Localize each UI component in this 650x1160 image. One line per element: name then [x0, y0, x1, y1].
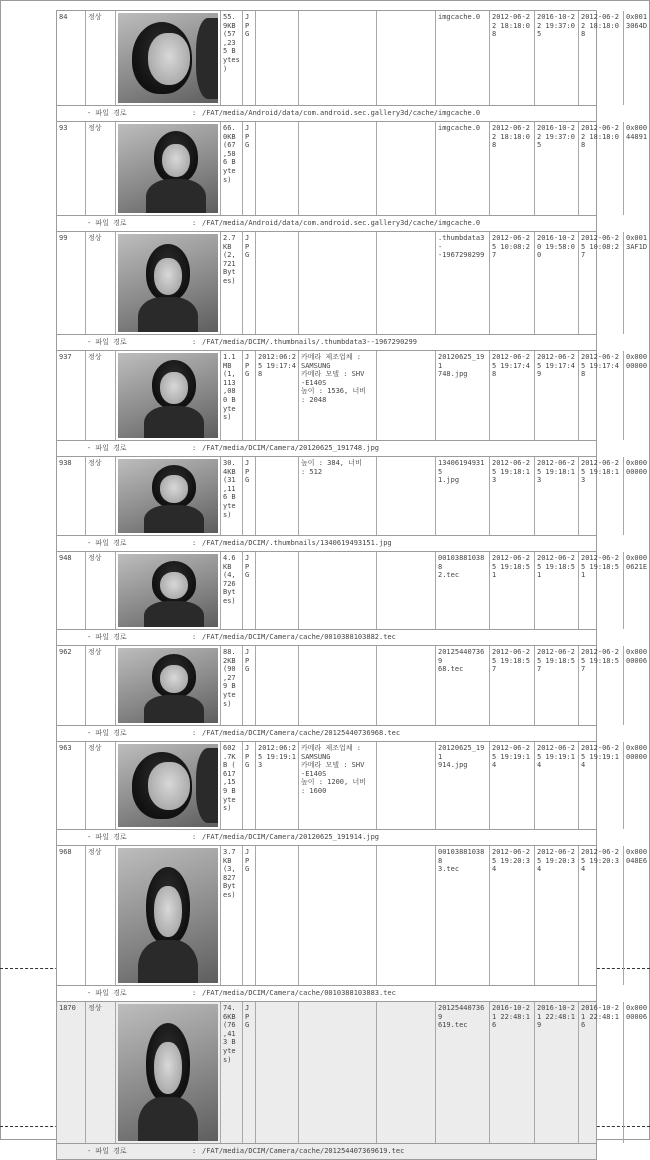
record-list [56, 10, 648, 1159]
date-accessed: 2012-06-2 5 19:19:1 4 [535, 742, 579, 829]
file-path-label: - 파일 경로 [87, 633, 127, 641]
record-cells [57, 457, 648, 535]
date-modified: 2012-06-2 5 19:17:4 8 [579, 351, 624, 440]
date-created: 2012-06-2 5 19:18:5 1 [490, 552, 535, 629]
file-path-row [57, 535, 596, 551]
file-path-row [57, 1143, 596, 1159]
file-size: 3.7 KB (3, 827 Byt es) [221, 846, 243, 985]
file-size: 602 .7K B ( 617 ,15 9 B yte s) [221, 742, 243, 829]
empty-cell [377, 846, 436, 985]
date-created: 2012-06-2 5 10:08:2 7 [490, 232, 535, 334]
record-cells [57, 122, 648, 215]
file-type: JP G [243, 1002, 256, 1143]
record-row [56, 121, 648, 232]
record-number: 99 [57, 232, 86, 334]
thumbnail-photo[interactable] [118, 459, 218, 533]
record-number: 1870 [57, 1002, 86, 1143]
date-created: 2012-06-2 5 19:18:5 7 [490, 646, 535, 725]
thumbnail-cell [116, 846, 221, 985]
file-path-colon: : [192, 444, 197, 452]
file-path-value: /FAT/media/DCIM/.thumbnails/.thumbdata3--1967290299 [202, 338, 417, 346]
record-status: 정상 [86, 742, 116, 829]
thumbnail-photo[interactable] [118, 124, 218, 213]
file-path-colon: : [192, 109, 197, 117]
record-row [56, 645, 648, 742]
date-modified: 2012-06-2 2 18:18:0 8 [579, 122, 624, 215]
record-status: 정상 [86, 122, 116, 215]
thumbnail-photo[interactable] [118, 353, 218, 438]
thumbnail-photo[interactable] [118, 554, 218, 627]
file-offset: 0x000 00000 [624, 742, 650, 829]
file-type: JP G [243, 11, 256, 105]
file-path-value: /FAT/media/Android/data/com.android.sec.gallery3d/cache/imgcache.0 [202, 109, 481, 117]
file-path-colon: : [192, 729, 197, 737]
file-offset: 0x000 00006 [624, 646, 650, 725]
record-cells [57, 11, 648, 105]
empty-cell [377, 457, 436, 535]
exif-metadata: 높이 : 384, 너비 : 512 [299, 457, 377, 535]
exif-created [256, 1002, 299, 1143]
file-name: imgcache.0 [436, 11, 490, 105]
file-path-row [57, 334, 596, 350]
file-name: 001038810388 2.tec [436, 552, 490, 629]
date-modified: 2012-06-2 5 19:18:5 7 [579, 646, 624, 725]
date-modified: 2016-10-2 1 22:48:1 6 [579, 1002, 624, 1143]
file-offset: 0x001 3AF1D [624, 232, 650, 334]
file-type: JP G [243, 351, 256, 440]
record-cells [57, 232, 648, 334]
date-created: 2012-06-2 5 19:18:1 3 [490, 457, 535, 535]
file-size: 1.1 MB (1, 113 ,08 0 B yte s) [221, 351, 243, 440]
thumbnail-cell [116, 11, 221, 105]
file-path-label: - 파일 경로 [87, 539, 127, 547]
exif-metadata: 카메라 제조업체 : SAMSUNG 카메라 모델 : SHV -E140S 높이 : 1536, 너비 : 2048 [299, 351, 377, 440]
record-number: 948 [57, 552, 86, 629]
file-path-row [57, 629, 596, 645]
file-offset: 0x000 00006 [624, 1002, 650, 1143]
file-path-label: - 파일 경로 [87, 109, 127, 117]
exif-metadata [299, 11, 377, 105]
date-accessed: 2012-06-2 5 19:18:5 7 [535, 646, 579, 725]
record-number: 968 [57, 846, 86, 985]
empty-cell [377, 232, 436, 334]
file-path-label: - 파일 경로 [87, 729, 127, 737]
file-path-row [57, 829, 596, 845]
file-size: 4.6 KB (4, 726 Byt es) [221, 552, 243, 629]
file-path-label: - 파일 경로 [87, 219, 127, 227]
file-size: 2.7 KB (2, 721 Byt es) [221, 232, 243, 334]
empty-cell [377, 646, 436, 725]
record-number: 84 [57, 11, 86, 105]
record-row [56, 231, 648, 351]
file-size: 66. 0KB (67 ,58 6 B yte s) [221, 122, 243, 215]
thumbnail-photo[interactable] [118, 1004, 218, 1141]
date-modified: 2012-06-2 2 18:18:0 8 [579, 11, 624, 105]
file-path-colon: : [192, 338, 197, 346]
record-status: 정상 [86, 351, 116, 440]
file-path-colon: : [192, 833, 197, 841]
file-offset: 0x000 0621E [624, 552, 650, 629]
file-offset: 0x001 3064D [624, 11, 650, 105]
file-name: .thumbdata3- -1967290299 [436, 232, 490, 334]
file-name: 001038810388 3.tec [436, 846, 490, 985]
record-status: 정상 [86, 646, 116, 725]
empty-cell [377, 11, 436, 105]
thumbnail-photo[interactable] [118, 234, 218, 332]
file-path-colon: : [192, 989, 197, 997]
file-name: 20120625_191 914.jpg [436, 742, 490, 829]
exif-metadata: 카메라 제조업체 : SAMSUNG 카메라 모델 : SHV -E140S 높이 : 1200, 너비 : 1600 [299, 742, 377, 829]
date-accessed: 2012-06-2 5 19:20:3 4 [535, 846, 579, 985]
file-name: imgcache.0 [436, 122, 490, 215]
date-accessed: 2012-06-2 5 19:18:5 1 [535, 552, 579, 629]
file-type: JP G [243, 552, 256, 629]
file-path-value: /FAT/media/DCIM/Camera/cache/0010388103882.tec [202, 633, 396, 641]
record-cells [57, 646, 648, 725]
record-row [56, 1001, 648, 1160]
date-created: 2012-06-2 2 18:18:0 8 [490, 122, 535, 215]
thumbnail-photo[interactable] [118, 744, 218, 827]
file-name: 201254407369 68.tec [436, 646, 490, 725]
file-size: 74. 6KB (76 ,41 3 B yte s) [221, 1002, 243, 1143]
file-path-colon: : [192, 539, 197, 547]
record-row [56, 350, 648, 457]
file-path-label: - 파일 경로 [87, 989, 127, 997]
record-cells [57, 846, 648, 985]
date-created: 2012-06-2 5 19:20:3 4 [490, 846, 535, 985]
file-path-label: - 파일 경로 [87, 444, 127, 452]
date-accessed: 2016-10-2 0 19:58:0 0 [535, 232, 579, 334]
empty-cell [377, 552, 436, 629]
record-cells [57, 351, 648, 440]
record-number: 938 [57, 457, 86, 535]
file-path-value: /FAT/media/DCIM/Camera/cache/201254407369619.tec [202, 1147, 405, 1155]
thumbnail-cell [116, 122, 221, 215]
empty-cell [377, 122, 436, 215]
file-path-colon: : [192, 1147, 197, 1155]
record-cells [57, 552, 648, 629]
record-status: 정상 [86, 552, 116, 629]
thumbnail-cell [116, 742, 221, 829]
exif-created [256, 232, 299, 334]
file-path-value: /FAT/media/Android/data/com.android.sec.gallery3d/cache/imgcache.0 [202, 219, 481, 227]
date-accessed: 2012-06-2 5 19:17:4 9 [535, 351, 579, 440]
thumbnail-photo[interactable] [118, 848, 218, 983]
exif-created: 2012:06:2 5 19:17:4 8 [256, 351, 299, 440]
record-row [56, 551, 648, 646]
thumbnail-cell [116, 351, 221, 440]
exif-created [256, 122, 299, 215]
record-row [56, 845, 648, 1002]
file-path-label: - 파일 경로 [87, 1147, 127, 1155]
thumbnail-photo[interactable] [118, 648, 218, 723]
exif-created [256, 552, 299, 629]
file-offset: 0x000 44891 [624, 122, 650, 215]
record-cells [57, 742, 648, 829]
record-row [56, 456, 648, 552]
exif-created [256, 11, 299, 105]
empty-cell [377, 742, 436, 829]
file-path-row [57, 725, 596, 741]
date-accessed: 2012-06-2 5 19:18:1 3 [535, 457, 579, 535]
file-offset: 0x000 00000 [624, 351, 650, 440]
record-number: 963 [57, 742, 86, 829]
record-status: 정상 [86, 232, 116, 334]
record-number: 962 [57, 646, 86, 725]
record-status: 정상 [86, 11, 116, 105]
file-path-value: /FAT/media/DCIM/Camera/cache/20125440736968.tec [202, 729, 401, 737]
record-status: 정상 [86, 846, 116, 985]
record-row [56, 10, 648, 122]
file-name: 134061949315 1.jpg [436, 457, 490, 535]
file-offset: 0x000 00000 [624, 457, 650, 535]
date-modified: 2012-06-2 5 19:18:1 3 [579, 457, 624, 535]
date-accessed: 2016-10-2 2 19:37:0 5 [535, 11, 579, 105]
file-type: JP G [243, 122, 256, 215]
file-path-value: /FAT/media/DCIM/Camera/cache/0010388103883.tec [202, 989, 396, 997]
date-modified: 2012-06-2 5 19:18:5 1 [579, 552, 624, 629]
file-path-label: - 파일 경로 [87, 338, 127, 346]
file-path-row [57, 215, 596, 231]
empty-cell [377, 351, 436, 440]
date-modified: 2012-06-2 5 19:19:1 4 [579, 742, 624, 829]
file-path-label: - 파일 경로 [87, 833, 127, 841]
record-row [56, 741, 648, 846]
thumbnail-cell [116, 232, 221, 334]
exif-created [256, 846, 299, 985]
record-cells [57, 1002, 648, 1143]
record-number: 937 [57, 351, 86, 440]
file-path-row [57, 105, 596, 121]
record-status: 정상 [86, 457, 116, 535]
file-type: JP G [243, 846, 256, 985]
date-created: 2016-10-2 1 22:48:1 6 [490, 1002, 535, 1143]
file-size: 88. 2KB (90 ,27 9 B yte s) [221, 646, 243, 725]
file-name: 20120625_191 748.jpg [436, 351, 490, 440]
date-created: 2012-06-2 5 19:19:1 4 [490, 742, 535, 829]
date-accessed: 2016-10-2 2 19:37:0 5 [535, 122, 579, 215]
file-offset: 0x000 048E6 [624, 846, 650, 985]
exif-metadata [299, 846, 377, 985]
file-path-row [57, 985, 596, 1001]
date-modified: 2012-06-2 5 19:20:3 4 [579, 846, 624, 985]
thumbnail-cell [116, 1002, 221, 1143]
date-created: 2012-06-2 5 19:17:4 8 [490, 351, 535, 440]
file-type: JP G [243, 457, 256, 535]
thumbnail-cell [116, 552, 221, 629]
file-type: JP G [243, 742, 256, 829]
record-status: 정상 [86, 1002, 116, 1143]
file-name: 201254407369 619.tec [436, 1002, 490, 1143]
date-created: 2012-06-2 2 18:18:0 8 [490, 11, 535, 105]
file-size: 30. 4KB (31 ,11 6 B yte s) [221, 457, 243, 535]
date-modified: 2012-06-2 5 10:08:2 7 [579, 232, 624, 334]
file-path-value: /FAT/media/DCIM/.thumbnails/1340619493151.jpg [202, 539, 392, 547]
file-size: 55. 9KB (57 ,23 5 B ytes ) [221, 11, 243, 105]
exif-metadata [299, 232, 377, 334]
file-path-colon: : [192, 633, 197, 641]
thumbnail-photo[interactable] [118, 13, 218, 103]
thumbnail-cell [116, 646, 221, 725]
date-accessed: 2016-10-2 1 22:48:1 9 [535, 1002, 579, 1143]
exif-created [256, 457, 299, 535]
thumbnail-cell [116, 457, 221, 535]
record-number: 93 [57, 122, 86, 215]
file-path-value: /FAT/media/DCIM/Camera/20120625_191914.jpg [202, 833, 380, 841]
exif-created: 2012:06:2 5 19:19:1 3 [256, 742, 299, 829]
exif-created [256, 646, 299, 725]
exif-metadata [299, 552, 377, 629]
file-path-row [57, 440, 596, 456]
empty-cell [377, 1002, 436, 1143]
exif-metadata [299, 122, 377, 215]
file-path-value: /FAT/media/DCIM/Camera/20120625_191748.jpg [202, 444, 380, 452]
exif-metadata [299, 1002, 377, 1143]
file-path-colon: : [192, 219, 197, 227]
file-type: JP G [243, 232, 256, 334]
exif-metadata [299, 646, 377, 725]
file-type: JP G [243, 646, 256, 725]
